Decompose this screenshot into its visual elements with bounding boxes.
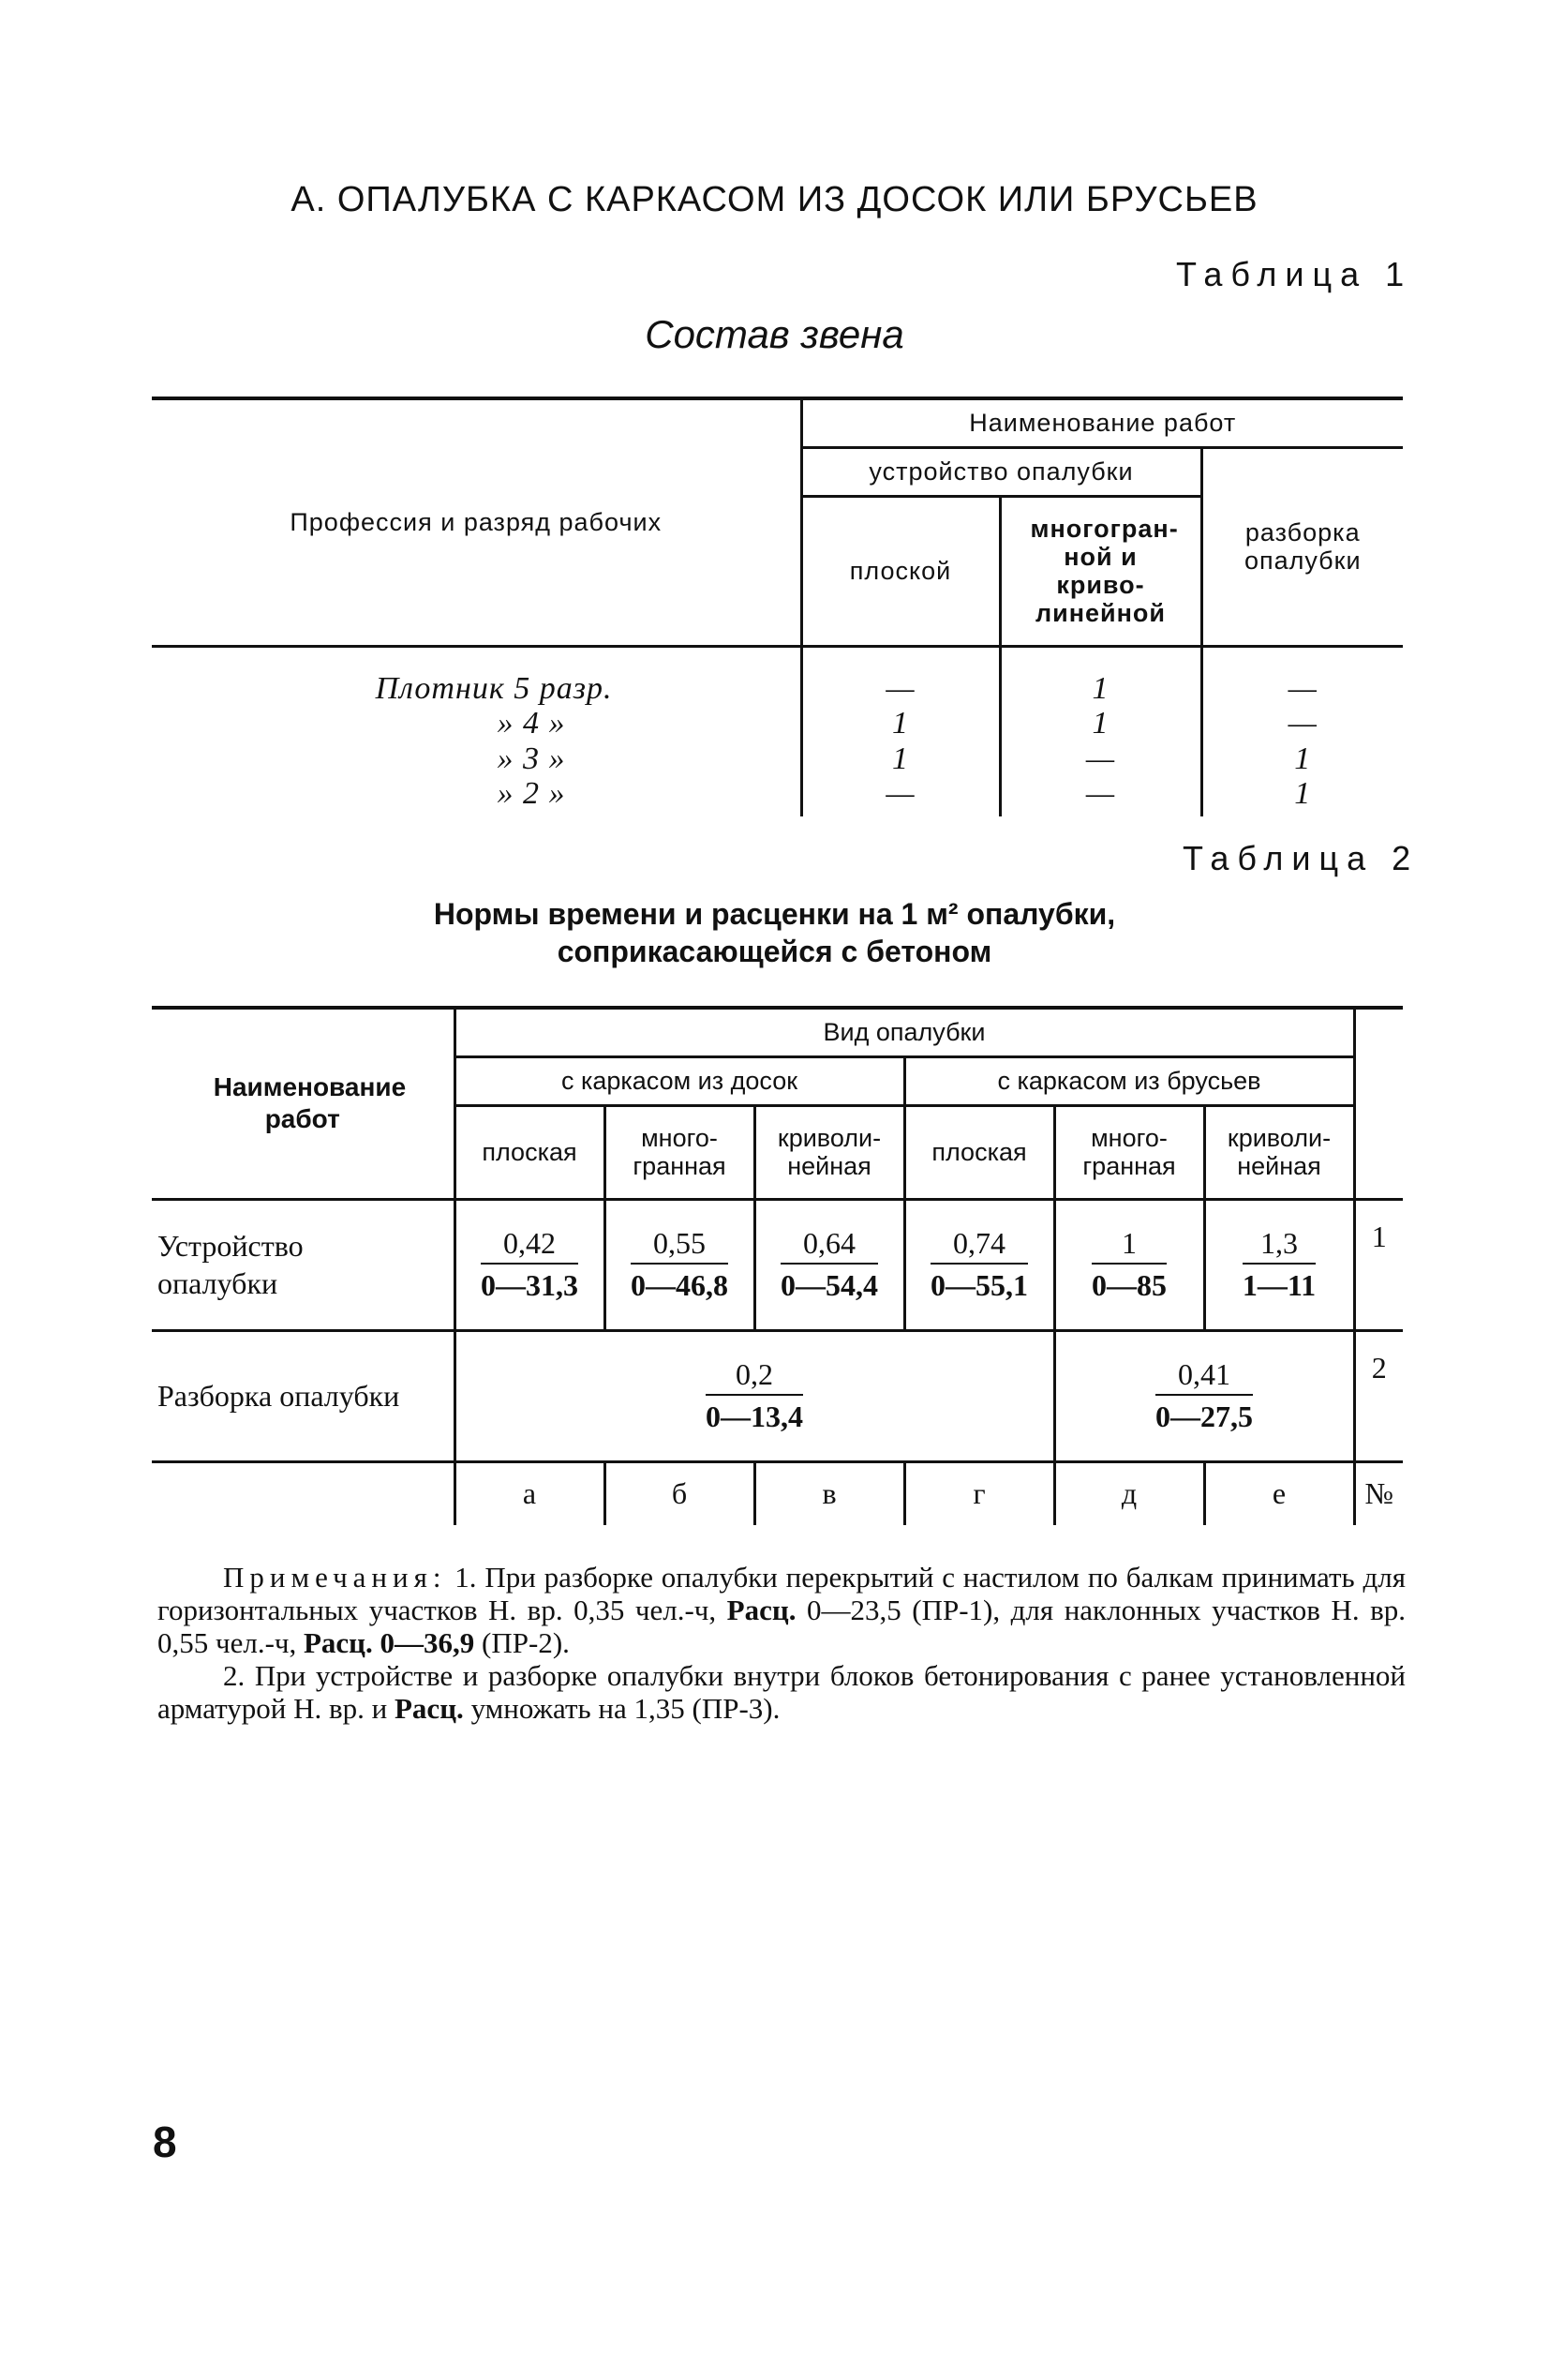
t1-header-dismantle: разборка опалубки <box>1201 447 1403 646</box>
t2-letter-blank <box>152 1461 454 1525</box>
t1-cell: — <box>1201 646 1403 706</box>
t1-cell: 1 <box>1201 777 1403 816</box>
t2-subcol: криволи-нейная <box>1204 1105 1354 1199</box>
table2-title-line1: Нормы времени и расценки на 1 м² опалубки, <box>433 897 1116 931</box>
t1-cell: 1 <box>1000 706 1201 741</box>
section-title: А. ОПАЛУБКА С КАРКАСОМ ИЗ ДОСОК ИЛИ БРУСЬЕВ <box>290 180 1259 219</box>
t2-subcol: плоская <box>904 1105 1054 1199</box>
t1-cell: 1 <box>1201 741 1403 777</box>
t2-header-kind: Вид опалубки <box>454 1008 1354 1056</box>
table2 <box>152 1006 1403 1525</box>
table2-caption: Таблица 2 <box>1183 839 1420 877</box>
t1-header-flat: плоской <box>801 496 1000 646</box>
t2-cell: $\frac{1}{0—85}$ <box>1054 1199 1204 1330</box>
t2-cell-beams: $\frac{0,41}{0—27,5}$ <box>1054 1330 1354 1461</box>
t2-row-number: 1 <box>1354 1199 1403 1330</box>
t2-subcol: плоская <box>454 1105 604 1199</box>
t1-row-name: » 4 » <box>497 706 566 741</box>
table1-title: Состав звена <box>645 312 904 356</box>
t2-subcol: много-гранная <box>604 1105 754 1199</box>
t2-letter: а <box>454 1461 604 1525</box>
t2-subcol: криволи-нейная <box>754 1105 904 1199</box>
t1-cell: 1 <box>801 706 1000 741</box>
t1-row-name: » 2 » <box>497 776 566 811</box>
note-1: Примечания: 1. При разборке опалубки перекрытий с настилом по балкам принимать для горизонтальных участков Н. вр. 0,35 чел.-ч, Расц. 0—23,5 (ПР-1), для наклонных участков Н. вр. 0,55 чел.-ч, Расц. 0—36,9 (ПР-2). <box>157 1561 1406 1659</box>
t2-row-dismantle-name: Разборка опалубки <box>152 1330 454 1461</box>
t2-cell: $\frac{0,74}{0—55,1}$ <box>904 1199 1054 1330</box>
t2-cell: $\frac{1,3}{1—11}$ <box>1204 1199 1354 1330</box>
t2-cell: $\frac{0,55}{0—46,8}$ <box>604 1199 754 1330</box>
t1-cell: — <box>1000 741 1201 777</box>
table2-title-line2: соприкасающейся с бетоном <box>557 935 992 968</box>
t1-header-works: Наименование работ <box>801 398 1403 447</box>
t1-cell: 1 <box>801 741 1000 777</box>
t1-row-name: » 3 » <box>497 741 566 776</box>
t2-letter: б <box>604 1461 754 1525</box>
t2-no-label: № <box>1354 1461 1403 1525</box>
t1-header-profession: Профессия и разряд рабочих <box>152 398 801 646</box>
t1-cell: — <box>1201 706 1403 741</box>
t2-row-number: 2 <box>1354 1330 1403 1461</box>
t1-header-install: устройство опалубки <box>801 447 1201 496</box>
t2-header-blank <box>1354 1008 1403 1199</box>
notes-label: Примечания: <box>223 1561 447 1594</box>
t1-row-name: Плотник 5 разр. <box>375 671 613 706</box>
t2-header-work: Наименование работ <box>152 1008 454 1199</box>
t2-cell-boards: $\frac{0,2}{0—13,4}$ <box>454 1330 1054 1461</box>
t2-cell: $\frac{0,64}{0—54,4}$ <box>754 1199 904 1330</box>
t1-header-multi: многогран-ной и криво-линейной <box>1000 496 1201 646</box>
t2-letter: е <box>1204 1461 1354 1525</box>
t1-cell: 1 <box>1000 646 1201 706</box>
notes <box>157 1561 1406 1725</box>
t2-group-boards: с каркасом из досок <box>454 1056 904 1105</box>
table2-title <box>0 895 1549 970</box>
t2-subcol: много-гранная <box>1054 1105 1204 1199</box>
t2-row-install-name: Устройство опалубки <box>152 1199 454 1330</box>
table1 <box>152 397 1403 816</box>
page-number: 8 <box>153 2118 177 2166</box>
t2-letter: в <box>754 1461 904 1525</box>
note-2: 2. При устройстве и разборке опалубки внутри блоков бетонирования с ранее установленной арматурой Н. вр. и Расц. умножать на 1,35 (ПР-3). <box>157 1659 1406 1725</box>
t2-letter: д <box>1054 1461 1204 1525</box>
t1-cell: — <box>1000 777 1201 816</box>
t2-group-beams: с каркасом из брусьев <box>904 1056 1354 1105</box>
table1-caption: Таблица 1 <box>1176 255 1413 293</box>
t2-letter: г <box>904 1461 1054 1525</box>
t1-cell: — <box>801 777 1000 816</box>
t1-cell: — <box>801 646 1000 706</box>
t2-cell: $\frac{0,42}{0—31,3}$ <box>454 1199 604 1330</box>
